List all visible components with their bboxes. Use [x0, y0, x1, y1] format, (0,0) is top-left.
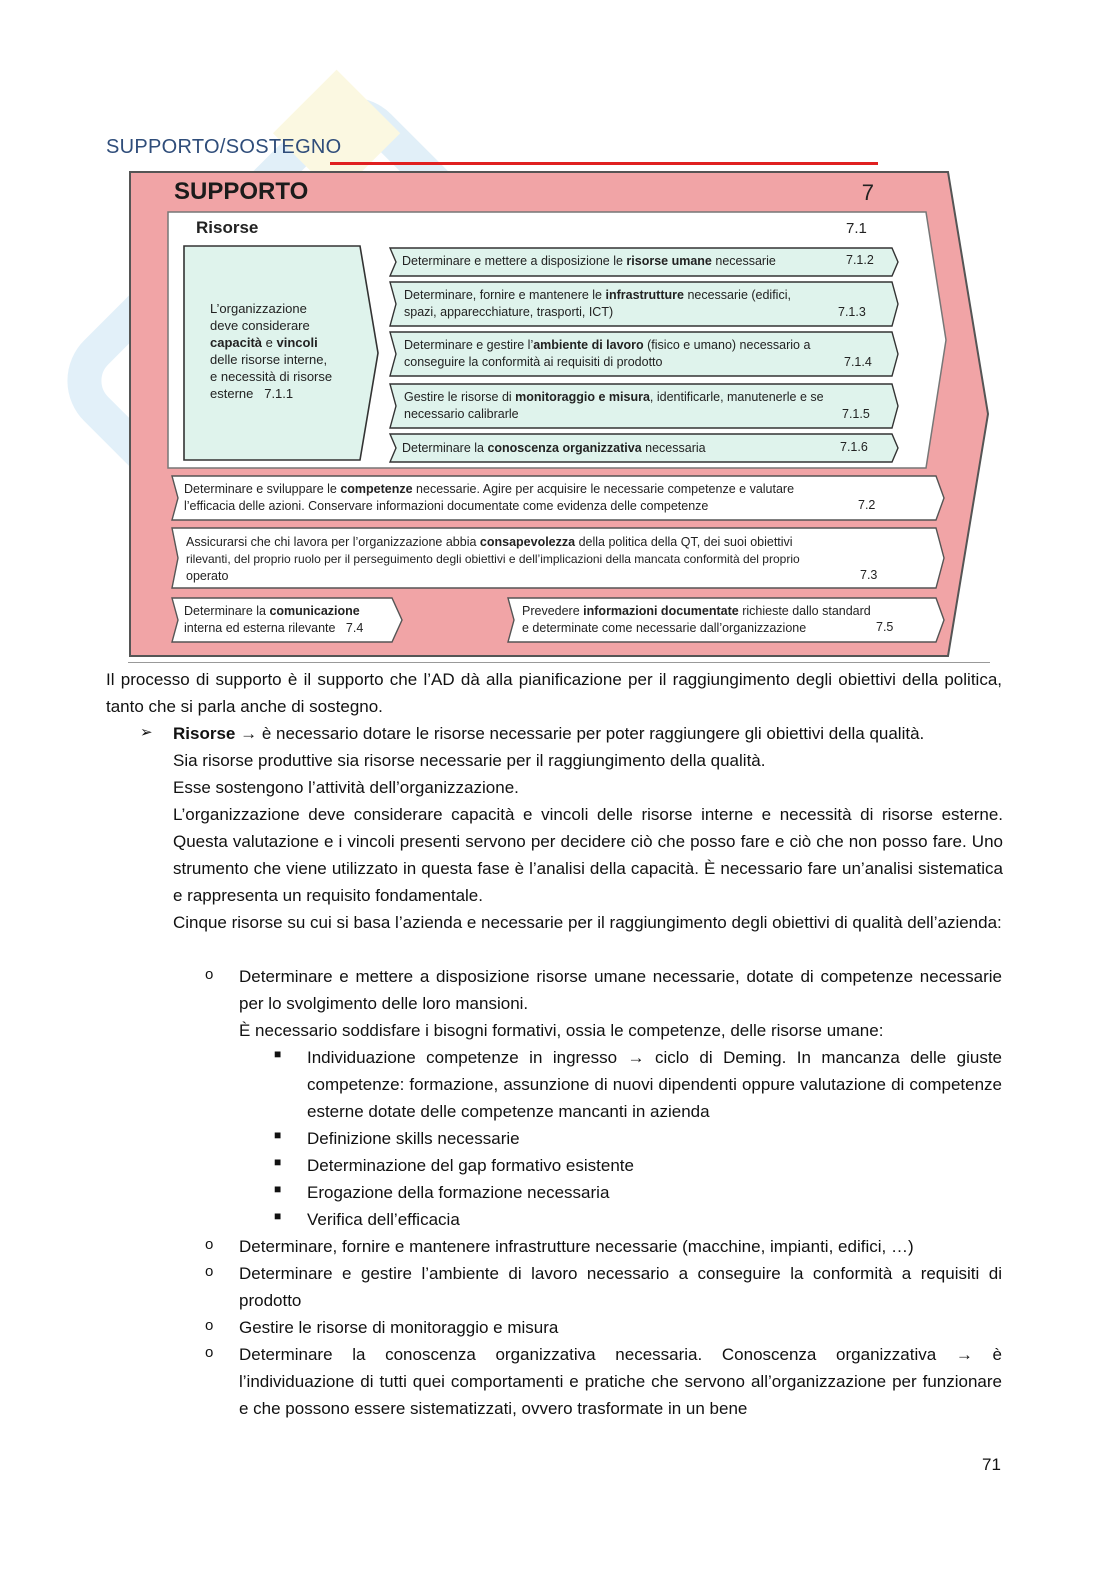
arrow-bullet-icon: ➢ [140, 724, 153, 741]
heading-rule [330, 162, 878, 165]
list-item: Determinare la conoscenza organizzativa necessaria. Conoscenza organizzativa → è l’individuazione di tutti quei comportamenti e pratiche che servono all’organizzazione per funzionare e che possono essere sistematizzati, ovvero trasformate in un bene [239, 1345, 1002, 1418]
list-item: Determinare e mettere a disposizione risorse umane necessarie, dotate di competenze necessarie per lo svolgimento delle loro mansioni. È necessario soddisfare i bisogni formativi, ossia le competenze, delle risorse umane: [239, 967, 1002, 1040]
resource-item-7-1-4: Determinare e gestire l’ambiente di lavoro (fisico e umano) necessario a conseguire la conformità ai requisiti di prodotto [404, 338, 811, 369]
awareness-number: 7.3 [860, 568, 878, 582]
list-item: Gestire le risorse di monitoraggio e misura [239, 1318, 559, 1337]
resource-item-number: 7.1.5 [842, 407, 870, 421]
square-item: Definizione skills necessarie [307, 1129, 520, 1148]
circle-bullet-icon: o [205, 1236, 214, 1253]
competence-number: 7.2 [858, 498, 876, 512]
circle-bullet-icon: o [205, 1263, 214, 1280]
square-bullet-icon: ■ [274, 1209, 282, 1223]
circle-bullet-icon: o [205, 1317, 214, 1334]
section-heading: SUPPORTO/SOSTEGNO [106, 136, 342, 158]
square-item: Erogazione della formazione necessaria [307, 1183, 610, 1202]
diagram-bottom-rule [128, 662, 990, 663]
square-bullet-icon: ■ [274, 1047, 282, 1061]
square-bullet-icon: ■ [274, 1182, 282, 1196]
square-bullet-icon: ■ [274, 1155, 282, 1169]
page-number: 71 [982, 1455, 1001, 1474]
resources-number: 7.1 [846, 220, 867, 237]
list-item: Determinare e gestire l’ambiente di lavoro necessario a conseguire la conformità a requisiti di prodotto [239, 1264, 1002, 1310]
resource-item-number: 7.1.3 [838, 305, 866, 319]
competence-box: Determinare e sviluppare le competenze necessarie. Agire per acquisire le necessarie competenze e valutare l’efficacia delle azioni. Conservare informazioni documentate come evidenza delle competenze [184, 482, 795, 513]
square-bullet-icon: ■ [274, 1128, 282, 1142]
diagram-number: 7 [861, 180, 874, 205]
documented-info-number: 7.5 [876, 620, 894, 634]
intro-paragraph: Il processo di supporto è il supporto che l’AD dà alla pianificazione per il raggiungimento degli obiettivi della politica, tanto che si parla anche di sostegno. [106, 670, 1002, 716]
support-diagram [128, 168, 990, 660]
circle-bullet-icon: o [205, 1344, 214, 1361]
resources-bullet: Risorse → è necessario dotare le risorse necessarie per poter raggiungere gli obiettivi della qualità. Sia risorse produttive sia risorse necessarie per il raggiungimento della qualità. Esse sostengono l’attività dell’organizzazione. L’organizzazione deve considerare capacità e vincoli delle risorse interne e necessità di risorse esterne. Questa valutazione e i vincoli presenti servono per decidere ciò che posso fare e ciò che non posso fare. Uno strumento che viene utilizzato in questa fase è l’analisi della capacità. È necessario fare un’analisi sistematica e rappresenta un requisito fondamentale. Cinque risorse su cui si basa l’azienda e necessarie per il raggiungimento degli obiettivi di qualità dell’azienda: [173, 724, 1003, 932]
square-item: Verifica dell’efficacia [307, 1210, 460, 1229]
square-item: Determinazione del gap formativo esistente [307, 1156, 634, 1175]
list-item: Determinare, fornire e mantenere infrastrutture necessarie (macchine, impianti, edifici, …) [239, 1237, 914, 1256]
resource-item-number: 7.1.2 [846, 253, 874, 267]
square-item: Individuazione competenze in ingresso → ciclo di Deming. In mancanza delle giuste competenze: formazione, assunzione di nuovi dipendenti oppure valutazione di competenze esterne dotate delle competenze mancanti in azienda [307, 1048, 1002, 1121]
documented-info-box: Prevedere informazioni documentate richieste dallo standard e determinate come necessarie dall’organizzazione [522, 604, 871, 635]
communication-box: Determinare la comunicazione interna ed esterna rilevante 7.4 [184, 604, 364, 635]
resource-item-7-1-6: Determinare la conoscenza organizzativa necessaria [402, 441, 706, 455]
resource-item-number: 7.1.6 [840, 440, 868, 454]
diagram-title: SUPPORTO [174, 178, 309, 205]
resource-item-7-1-3: Determinare, fornire e mantenere le infrastrutture necessarie (edifici, spazi, apparecchiature, trasporti, ICT) [404, 288, 791, 319]
resource-item-number: 7.1.4 [844, 355, 872, 369]
awareness-box: Assicurarsi che chi lavora per l’organizzazione abbia consapevolezza della politica della QT, dei suoi obiettivi rilevanti, del proprio ruolo per il perseguimento degli obiettivi e dell’implicazioni della mancata conformità del proprio operato [186, 535, 800, 583]
circle-bullet-icon: o [205, 966, 214, 983]
left-chevron-text: L’organizzazione deve considerare capacità e vincoli delle risorse interne, e necessità di risorse esterne 7.1.1 [210, 301, 333, 401]
resource-item-7-1-2: Determinare e mettere a disposizione le risorse umane necessarie [402, 254, 776, 268]
resource-item-7-1-5: Gestire le risorse di monitoraggio e misura, identificarle, manutenerle e se necessario calibrarle [404, 390, 824, 421]
resources-title: Risorse [196, 218, 259, 237]
